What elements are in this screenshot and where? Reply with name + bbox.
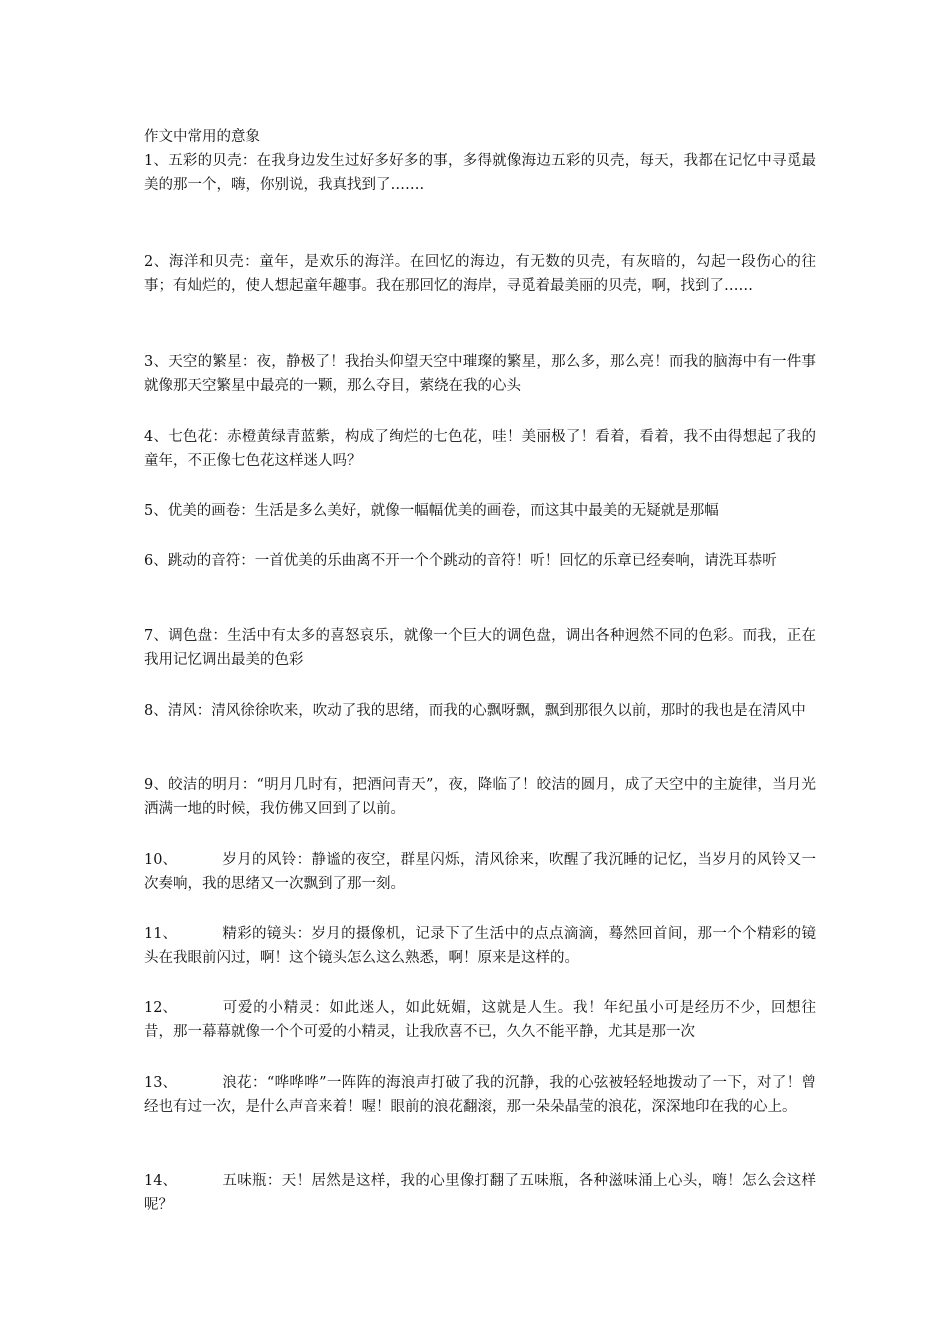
list-item xyxy=(144,1071,816,1119)
list-item xyxy=(144,250,816,298)
item-number: 8、 xyxy=(144,703,168,719)
item-number: 3、 xyxy=(144,354,169,370)
item-number: 11、 xyxy=(144,926,177,942)
item-text: 跳动的音符：一首优美的乐曲离不开一个个跳动的音符！听！回忆的乐章已经奏响，请洗耳恭听 xyxy=(167,553,777,569)
item-number: 14、 xyxy=(144,1173,177,1189)
list-item xyxy=(144,848,816,896)
item-text: 浪花：“哗哗哗”一阵阵的海浪声打破了我的沉静，我的心弦被轻轻地拨动了一下，对了！曾经也有过一次，是什么声音来着！喔！眼前的浪花翻滚，那一朵朵晶莹的浪花，深深地印在我的心上。 xyxy=(144,1075,816,1115)
item-text: 精彩的镜头：岁月的摄像机，记录下了生活中的点点滴滴，蓦然回首间，那一个个精彩的镜头在我眼前闪过，啊！这个镜头怎么这么熟悉，啊！原来是这样的。 xyxy=(144,926,816,966)
list-item xyxy=(144,699,816,723)
item-text: 清风：清风徐徐吹来，吹动了我的思绪，而我的心飘呀飘，飘到那很久以前，那时的我也是在清风中 xyxy=(167,703,806,719)
item-text: 五彩的贝壳：在我身边发生过好多好多的事，多得就像海边五彩的贝壳，每天，我都在记忆中寻觅最美的那一个，嗨，你别说，我真找到了……. xyxy=(144,153,816,193)
list-item xyxy=(144,499,816,523)
list-item xyxy=(144,549,816,573)
item-number: 4、 xyxy=(144,429,169,445)
item-number: 9、 xyxy=(144,777,169,793)
list-item xyxy=(144,773,816,821)
list-item xyxy=(144,624,816,672)
item-text: 岁月的风铃：静谧的夜空，群星闪烁，清风徐来，吹醒了我沉睡的记忆，当岁月的风铃又一次奏响，我的思绪又一次飘到了那一刻。 xyxy=(144,852,816,892)
item-text: 优美的画卷：生活是多么美好，就像一幅幅优美的画卷，而这其中最美的无疑就是那幅 xyxy=(167,503,719,519)
item-number: 1、 xyxy=(144,153,169,169)
item-text: 海洋和贝壳：童年，是欢乐的海洋。在回忆的海边，有无数的贝壳，有灰暗的，勾起一段伤心的往事；有灿烂的，使人想起童年趣事。我在那回忆的海岸，寻觅着最美丽的贝壳，啊，找到了…… xyxy=(144,254,816,294)
item-number: 5、 xyxy=(144,503,168,519)
list-item xyxy=(144,149,816,197)
item-text: 可爱的小精灵：如此迷人，如此妩媚，这就是人生。我！年纪虽小可是经历不少，回想往昔，那一幕幕就像一个个可爱的小精灵，让我欣喜不已，久久不能平静，尤其是那一次 xyxy=(144,1000,816,1040)
list-item xyxy=(144,1169,816,1217)
item-text: 天空的繁星：夜，静极了！我抬头仰望天空中璀璨的繁星，那么多，那么亮！而我的脑海中有一件事就像那天空繁星中最亮的一颗，那么夺目，萦绕在我的心头 xyxy=(144,354,816,394)
item-number: 12、 xyxy=(144,1000,177,1016)
item-text: 五味瓶：天！居然是这样，我的心里像打翻了五味瓶，各种滋味涌上心头，嗨！怎么会这样呢？ xyxy=(144,1173,816,1213)
list-item xyxy=(144,350,816,398)
list-item xyxy=(144,996,816,1044)
item-number: 2、 xyxy=(144,254,169,270)
item-text: 调色盘：生活中有太多的喜怒哀乐，就像一个巨大的调色盘，调出各种迥然不同的色彩。而我，正在我用记忆调出最美的色彩 xyxy=(144,628,816,668)
list-item xyxy=(144,425,816,473)
item-number: 7、 xyxy=(144,628,169,644)
document-title: 作文中常用的意象 xyxy=(144,129,260,145)
item-number: 10、 xyxy=(144,852,177,868)
item-text: 皎洁的明月：“明月几时有，把酒问青天”，夜，降临了！皎洁的圆月，成了天空中的主旋律，当月光洒满一地的时候，我仿佛又回到了以前。 xyxy=(144,777,816,817)
item-number: 13、 xyxy=(144,1075,177,1091)
item-number: 6、 xyxy=(144,553,168,569)
list-item xyxy=(144,922,816,970)
item-text: 七色花：赤橙黄绿青蓝紫，构成了绚烂的七色花，哇！美丽极了！看着，看着，我不由得想起了我的童年，不正像七色花这样迷人吗？ xyxy=(144,429,816,469)
